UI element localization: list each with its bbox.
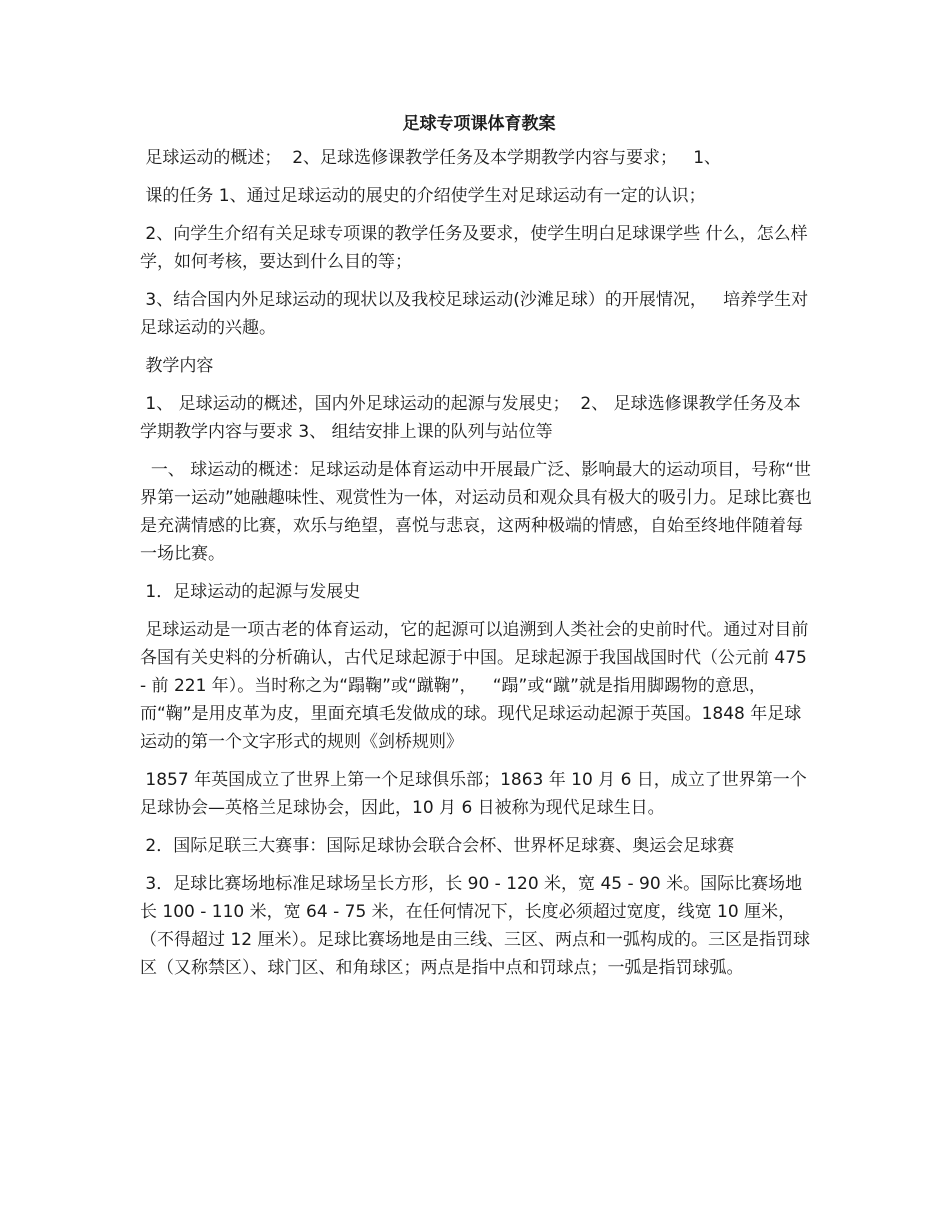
paragraph-field-standards: 3．足球比赛场地标准足球场呈长方形，长 90 - 120 米，宽 45 - 90 米。国际比赛场地长 100 - 110 米，宽 64 - 75 米，在任何情况下，长度必须超过宽度，线宽 10 厘米， （不得超过 12 厘米）。足球比赛场地是由三线、三区、两点和一弧构成的。三区是指罚球区（又称禁区）、球门区、和角球区；两点是指中点和罚球点；一弧是指罚球弧。 <box>140 874 810 978</box>
paragraph-teaching-content: 1、 足球运动的概述，国内外足球运动的起源与发展史； 2、 足球选修课教学任务及本学期教学内容与要求 3、 组结安排上课的队列与站位等 <box>140 394 801 442</box>
document-page <box>140 110 812 992</box>
paragraph-lesson-task-2: 2、向学生介绍有关足球专项课的教学任务及要求，使学生明白足球课学些 什么，怎么样学，如何考核，要达到什么目的等； <box>140 224 808 272</box>
paragraph-fifa-events: 2．国际足联三大赛事：国际足球协会联合会杯、世界杯足球赛、奥运会足球赛 <box>140 836 735 856</box>
paragraph-lesson-task-3: 3、结合国内外足球运动的现状以及我校足球运动(沙滩足球）的开展情况， 培养学生对足球运动的兴趣。 <box>140 290 809 338</box>
paragraph-overview-intro: 足球运动的概述； 2、足球选修课教学任务及本学期教学内容与要求； 1、 <box>140 148 722 168</box>
paragraph-first-club: 1857 年英国成立了世界上第一个足球俱乐部；1863 年 10 月 6 日，成立了世界第一个足球协会—英格兰足球协会，因此，10 月 6 日被称为现代足球生日。 <box>140 770 807 818</box>
paragraph-football-overview: 一、 球运动的概述：足球运动是体育运动中开展最广泛、影响最大的运动项目，号称“世界第一运动”她融趣味性、观赏性为一体，对运动员和观众具有极大的吸引力。足球比赛也是充满情感的比赛，欢乐与绝望，喜悦与悲哀，这两种极端的情感，自始至终地伴随着每一场比赛。 <box>140 460 812 564</box>
document-title: 足球专项课体育教案 <box>402 114 556 134</box>
heading-origin-history: 1．足球运动的起源与发展史 <box>140 582 361 602</box>
section-heading-teaching-content: 教学内容 <box>140 356 214 376</box>
paragraph-lesson-task-1: 课的任务 1、通过足球运动的展史的介绍使学生对足球运动有一定的认识； <box>140 186 706 206</box>
paragraph-origin-history: 足球运动是一项古老的体育运动，它的起源可以追溯到人类社会的史前时代。通过对目前各国有关史料的分析确认，古代足球起源于中国。足球起源于我国战国时代（公元前 475 - 前 221 年）。当时称之为“蹋鞠”或“蹴鞠”， “蹋”或“蹴”就是指用脚踢物的意思，而“鞠”是用皮革为皮，里面充填毛发做成的球。现代足球运动起源于英国。1848 年足球运动的第一个文字形式的规则《剑桥规则》 <box>140 620 813 752</box>
